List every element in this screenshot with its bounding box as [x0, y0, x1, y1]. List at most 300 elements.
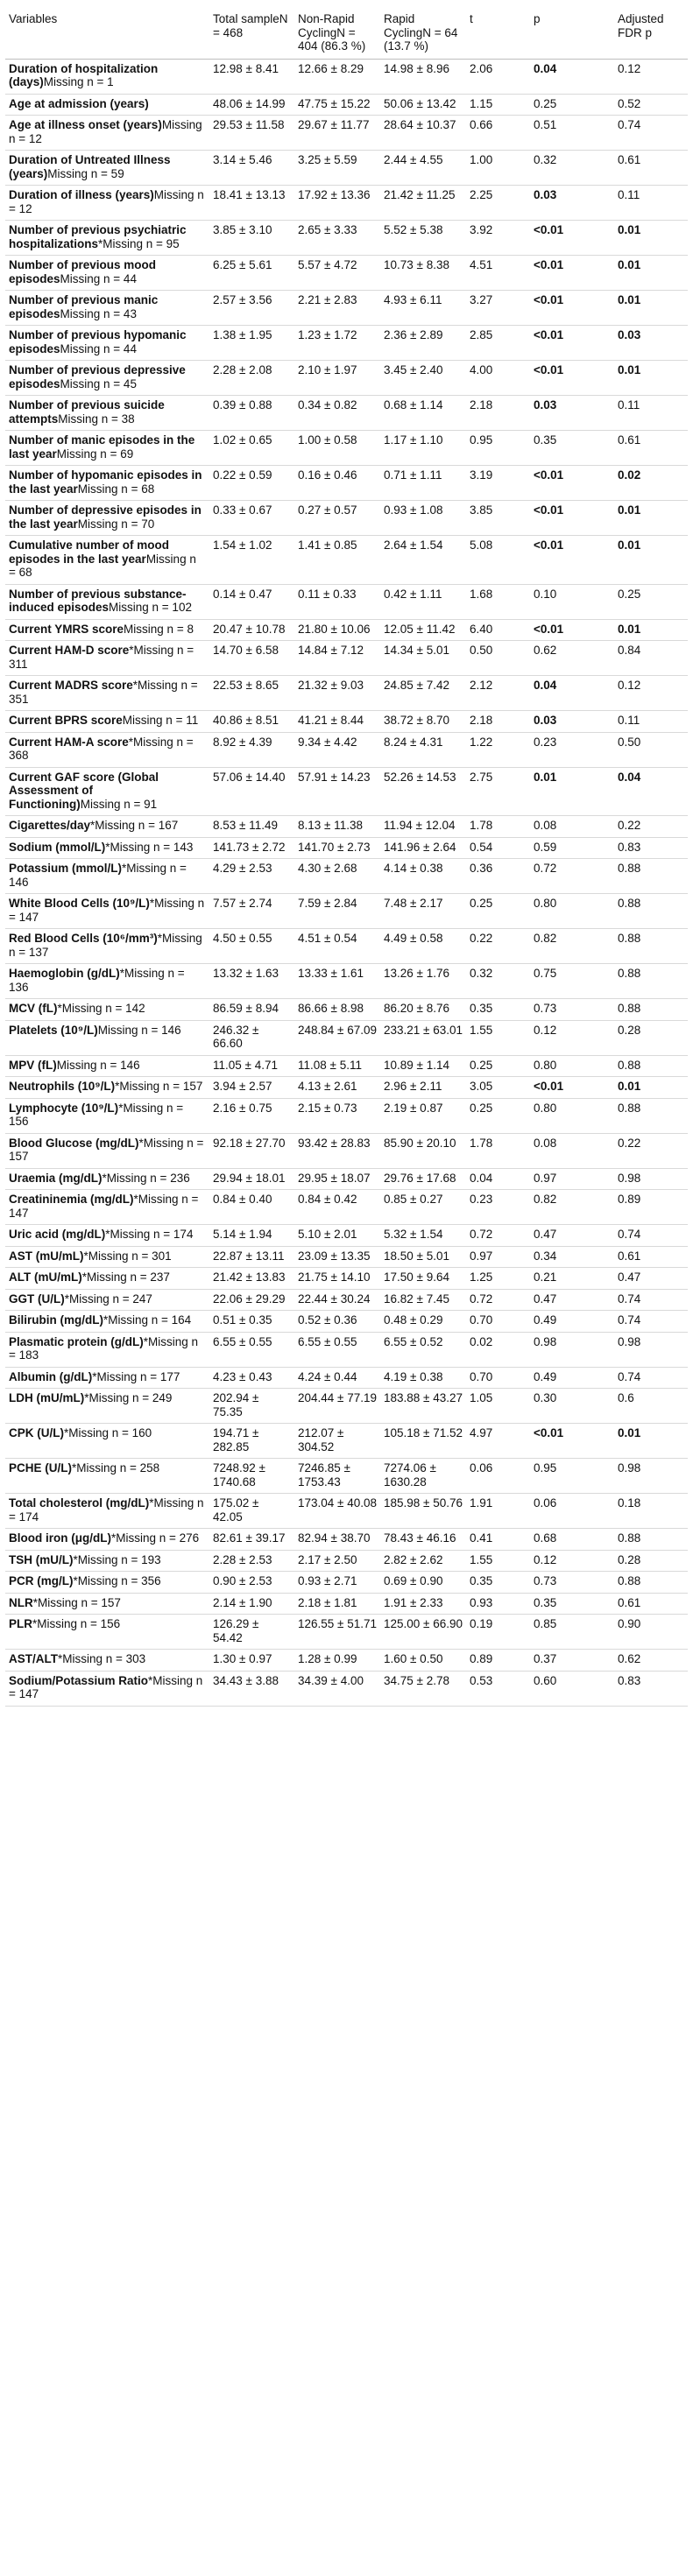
p-value-cell: 0.97 — [530, 1168, 614, 1190]
t-value-cell: 2.12 — [466, 676, 530, 711]
table-row — [5, 1494, 688, 1529]
total-sample-cell: 8.53 ± 11.49 — [209, 816, 294, 838]
p-value-cell: 0.49 — [530, 1367, 614, 1389]
variable-name: Number of previous hypomanic episodes — [9, 328, 187, 355]
variable-name: GGT (U/L) — [9, 1292, 65, 1306]
rapid-cell: 78.43 ± 46.16 — [380, 1529, 466, 1551]
missing-count: *Missing n = 95 — [98, 236, 180, 250]
p-value-cell: 0.85 — [530, 1615, 614, 1650]
variable-name: ALT (mU/mL) — [9, 1270, 82, 1284]
non-rapid-cell: 5.57 ± 4.72 — [294, 256, 380, 291]
fdr-p-cell: 0.74 — [614, 116, 688, 151]
table-row — [5, 1225, 688, 1247]
missing-count: Missing n = 44 — [60, 341, 137, 355]
p-value-cell: 0.08 — [530, 816, 614, 838]
non-rapid-cell: 0.16 ± 0.46 — [294, 466, 380, 501]
variable-cell — [5, 1225, 209, 1247]
variable-cell — [5, 94, 209, 116]
table-row — [5, 536, 688, 585]
total-sample-cell: 3.85 ± 3.10 — [209, 221, 294, 256]
variable-cell — [5, 1289, 209, 1311]
fdr-p-cell: 0.83 — [614, 1671, 688, 1706]
t-value-cell: 0.93 — [466, 1593, 530, 1615]
p-value-cell: 0.06 — [530, 1494, 614, 1529]
total-sample-cell: 92.18 ± 27.70 — [209, 1133, 294, 1168]
missing-count: Missing n = 68 — [77, 482, 155, 496]
variable-cell — [5, 291, 209, 326]
non-rapid-cell: 9.34 ± 4.42 — [294, 732, 380, 767]
total-sample-cell: 126.29 ± 54.42 — [209, 1615, 294, 1650]
rapid-cell: 1.60 ± 0.50 — [380, 1650, 466, 1672]
variable-cell — [5, 1168, 209, 1190]
p-value-cell: 0.72 — [530, 859, 614, 894]
fdr-p-cell: 0.11 — [614, 396, 688, 431]
rapid-cell: 11.94 ± 12.04 — [380, 816, 466, 838]
total-sample-cell: 4.29 ± 2.53 — [209, 859, 294, 894]
total-sample-cell: 0.33 ± 0.67 — [209, 501, 294, 536]
variable-cell — [5, 1246, 209, 1268]
total-sample-cell: 22.87 ± 13.11 — [209, 1246, 294, 1268]
variable-name: Number of hypomanic episodes in the last year — [9, 468, 202, 496]
variable-cell — [5, 964, 209, 999]
p-value-cell: 0.12 — [530, 1020, 614, 1055]
total-sample-cell: 0.84 ± 0.40 — [209, 1190, 294, 1225]
p-value-cell: 0.34 — [530, 1246, 614, 1268]
rapid-cell: 2.44 ± 4.55 — [380, 151, 466, 186]
total-sample-cell: 2.28 ± 2.08 — [209, 361, 294, 396]
total-sample-cell: 82.61 ± 39.17 — [209, 1529, 294, 1551]
variable-name: Current HAM-D score — [9, 644, 130, 657]
missing-count: *Missing n = 143 — [105, 840, 194, 854]
table-row — [5, 1311, 688, 1333]
non-rapid-cell: 204.44 ± 77.19 — [294, 1389, 380, 1424]
non-rapid-cell: 57.91 ± 14.23 — [294, 767, 380, 816]
missing-count: *Missing n = 147 — [9, 1673, 203, 1700]
total-sample-cell: 18.41 ± 13.13 — [209, 186, 294, 221]
variable-name: MPV (fL) — [9, 1058, 57, 1072]
non-rapid-cell: 47.75 ± 15.22 — [294, 94, 380, 116]
missing-count: Missing n = 12 — [9, 188, 204, 215]
non-rapid-cell: 0.11 ± 0.33 — [294, 584, 380, 619]
t-value-cell: 0.50 — [466, 641, 530, 676]
variable-name: White Blood Cells (10⁹/L) — [9, 897, 150, 910]
non-rapid-cell: 12.66 ± 8.29 — [294, 59, 380, 94]
t-value-cell: 2.18 — [466, 711, 530, 733]
rapid-cell: 105.18 ± 71.52 — [380, 1424, 466, 1459]
variable-name: CPK (U/L) — [9, 1426, 64, 1439]
missing-count: *Missing n = 276 — [110, 1531, 200, 1545]
t-value-cell: 0.72 — [466, 1289, 530, 1311]
non-rapid-cell: 4.13 ± 2.61 — [294, 1077, 380, 1099]
non-rapid-cell: 21.80 ± 10.06 — [294, 619, 380, 641]
table-row — [5, 291, 688, 326]
total-sample-cell: 1.38 ± 1.95 — [209, 326, 294, 361]
total-sample-cell: 0.51 ± 0.35 — [209, 1311, 294, 1333]
p-value-cell: 0.01 — [530, 767, 614, 816]
missing-count: *Missing n = 146 — [9, 862, 187, 889]
table-row — [5, 859, 688, 894]
non-rapid-cell: 17.92 ± 13.36 — [294, 186, 380, 221]
t-value-cell: 0.89 — [466, 1650, 530, 1672]
p-value-cell: 0.03 — [530, 186, 614, 221]
fdr-p-cell: 0.01 — [614, 1077, 688, 1099]
total-sample-cell: 0.22 ± 0.59 — [209, 466, 294, 501]
t-value-cell: 3.92 — [466, 221, 530, 256]
table-row — [5, 59, 688, 94]
missing-count: *Missing n = 137 — [9, 932, 202, 959]
fdr-p-cell: 0.6 — [614, 1389, 688, 1424]
variable-name: Albumin (g/dL) — [9, 1369, 93, 1383]
fdr-p-cell: 0.03 — [614, 326, 688, 361]
variable-name: Current YMRS score — [9, 622, 124, 636]
table-row — [5, 641, 688, 676]
total-sample-cell: 6.25 ± 5.61 — [209, 256, 294, 291]
non-rapid-cell: 0.52 ± 0.36 — [294, 1311, 380, 1333]
variable-cell — [5, 466, 209, 501]
p-value-cell: 0.03 — [530, 396, 614, 431]
rapid-cell: 0.68 ± 1.14 — [380, 396, 466, 431]
rapid-cell: 2.96 ± 2.11 — [380, 1077, 466, 1099]
table-row — [5, 584, 688, 619]
p-value-cell: 0.82 — [530, 1190, 614, 1225]
variable-name: Number of manic episodes in the last year — [9, 433, 195, 461]
p-value-cell: 0.37 — [530, 1650, 614, 1672]
total-sample-cell: 86.59 ± 8.94 — [209, 999, 294, 1021]
missing-count: *Missing n = 368 — [9, 735, 194, 762]
variable-name: Haemoglobin (g/dL) — [9, 967, 120, 980]
rapid-cell: 4.19 ± 0.38 — [380, 1367, 466, 1389]
missing-count: *Missing n = 147 — [9, 1193, 199, 1220]
rapid-cell: 183.88 ± 43.27 — [380, 1389, 466, 1424]
variable-cell — [5, 1424, 209, 1459]
non-rapid-cell: 5.10 ± 2.01 — [294, 1225, 380, 1247]
t-value-cell: 1.15 — [466, 94, 530, 116]
fdr-p-cell: 0.88 — [614, 1529, 688, 1551]
rapid-cell: 7.48 ± 2.17 — [380, 894, 466, 929]
rapid-cell: 3.45 ± 2.40 — [380, 361, 466, 396]
t-value-cell: 0.19 — [466, 1615, 530, 1650]
missing-count: *Missing n = 303 — [58, 1652, 146, 1665]
t-value-cell: 3.19 — [466, 466, 530, 501]
t-value-cell: 0.06 — [466, 1459, 530, 1494]
variable-name: Age at admission (years) — [9, 96, 149, 110]
table-row — [5, 1389, 688, 1424]
fdr-p-cell: 0.62 — [614, 1650, 688, 1672]
non-rapid-cell: 13.33 ± 1.61 — [294, 964, 380, 999]
fdr-p-cell: 0.01 — [614, 619, 688, 641]
p-value-cell: 0.60 — [530, 1671, 614, 1706]
rapid-cell: 0.71 ± 1.11 — [380, 466, 466, 501]
rapid-cell: 0.93 ± 1.08 — [380, 501, 466, 536]
non-rapid-cell: 1.41 ± 0.85 — [294, 536, 380, 585]
missing-count: *Missing n = 156 — [32, 1617, 121, 1630]
total-sample-cell: 29.94 ± 18.01 — [209, 1168, 294, 1190]
total-sample-cell: 0.14 ± 0.47 — [209, 584, 294, 619]
missing-count: Missing n = 70 — [77, 517, 155, 531]
variable-cell — [5, 1098, 209, 1133]
non-rapid-cell: 2.17 ± 2.50 — [294, 1550, 380, 1572]
variable-cell — [5, 1550, 209, 1572]
p-value-cell: 0.21 — [530, 1268, 614, 1290]
variable-name: Number of previous depressive episodes — [9, 363, 186, 391]
total-sample-cell: 40.86 ± 8.51 — [209, 711, 294, 733]
p-value-cell: 0.80 — [530, 1055, 614, 1077]
missing-count: Missing n = 68 — [9, 552, 196, 579]
missing-count: Missing n = 38 — [58, 412, 135, 426]
rapid-cell: 29.76 ± 17.68 — [380, 1168, 466, 1190]
variable-name: Uraemia (mg/dL) — [9, 1171, 103, 1185]
variable-name: Red Blood Cells (10⁶/mm³) — [9, 932, 158, 945]
variable-cell — [5, 1389, 209, 1424]
total-sample-cell: 1.02 ± 0.65 — [209, 431, 294, 466]
t-value-cell: 1.78 — [466, 1133, 530, 1168]
variable-name: Total cholesterol (mg/dL) — [9, 1496, 150, 1510]
t-value-cell: 0.36 — [466, 859, 530, 894]
total-sample-cell: 22.53 ± 8.65 — [209, 676, 294, 711]
header-total-sample: Total sampleN = 468 — [209, 4, 294, 59]
total-sample-cell: 194.71 ± 282.85 — [209, 1424, 294, 1459]
non-rapid-cell: 7246.85 ± 1753.43 — [294, 1459, 380, 1494]
fdr-p-cell: 0.50 — [614, 732, 688, 767]
missing-count: *Missing n = 136 — [9, 967, 185, 994]
p-value-cell: 0.04 — [530, 59, 614, 94]
t-value-cell: 3.85 — [466, 501, 530, 536]
variable-name: Lymphocyte (10⁹/L) — [9, 1101, 119, 1115]
non-rapid-cell: 212.07 ± 304.52 — [294, 1424, 380, 1459]
non-rapid-cell: 1.00 ± 0.58 — [294, 431, 380, 466]
total-sample-cell: 14.70 ± 6.58 — [209, 641, 294, 676]
rapid-cell: 125.00 ± 66.90 — [380, 1615, 466, 1650]
t-value-cell: 0.23 — [466, 1190, 530, 1225]
table-row — [5, 1424, 688, 1459]
table-row — [5, 1367, 688, 1389]
p-value-cell: 0.03 — [530, 711, 614, 733]
p-value-cell: 0.04 — [530, 676, 614, 711]
table-row — [5, 837, 688, 859]
fdr-p-cell: 0.88 — [614, 1055, 688, 1077]
total-sample-cell: 13.32 ± 1.63 — [209, 964, 294, 999]
table-row — [5, 732, 688, 767]
t-value-cell: 6.40 — [466, 619, 530, 641]
variable-name: PCR (mg/L) — [9, 1574, 74, 1587]
t-value-cell: 2.75 — [466, 767, 530, 816]
non-rapid-cell: 2.18 ± 1.81 — [294, 1593, 380, 1615]
missing-count: *Missing n = 351 — [9, 679, 198, 706]
p-value-cell: <0.01 — [530, 466, 614, 501]
non-rapid-cell: 126.55 ± 51.71 — [294, 1615, 380, 1650]
rapid-cell: 141.96 ± 2.64 — [380, 837, 466, 859]
total-sample-cell: 11.05 ± 4.71 — [209, 1055, 294, 1077]
fdr-p-cell: 0.98 — [614, 1332, 688, 1367]
p-value-cell: 0.80 — [530, 894, 614, 929]
variable-name: Number of previous manic episodes — [9, 293, 159, 320]
total-sample-cell: 48.06 ± 14.99 — [209, 94, 294, 116]
variable-name: Number of previous psychiatric hospitalizations — [9, 223, 187, 250]
non-rapid-cell: 93.42 ± 28.83 — [294, 1133, 380, 1168]
fdr-p-cell: 0.01 — [614, 361, 688, 396]
non-rapid-cell: 86.66 ± 8.98 — [294, 999, 380, 1021]
variable-cell — [5, 1020, 209, 1055]
rapid-cell: 2.82 ± 2.62 — [380, 1550, 466, 1572]
rapid-cell: 38.72 ± 8.70 — [380, 711, 466, 733]
variable-cell — [5, 1332, 209, 1367]
fdr-p-cell: 0.74 — [614, 1225, 688, 1247]
missing-count: Missing n = 146 — [56, 1058, 140, 1072]
missing-count: Missing n = 69 — [56, 447, 134, 461]
non-rapid-cell: 2.10 ± 1.97 — [294, 361, 380, 396]
missing-count: Missing n = 8 — [124, 622, 194, 636]
rapid-cell: 5.52 ± 5.38 — [380, 221, 466, 256]
fdr-p-cell: 0.88 — [614, 1572, 688, 1594]
fdr-p-cell: 0.90 — [614, 1615, 688, 1650]
table-row — [5, 711, 688, 733]
rapid-cell: 0.69 ± 0.90 — [380, 1572, 466, 1594]
t-value-cell: 0.02 — [466, 1332, 530, 1367]
t-value-cell: 0.70 — [466, 1367, 530, 1389]
variable-name: Bilirubin (mg/dL) — [9, 1313, 103, 1327]
table-row — [5, 256, 688, 291]
total-sample-cell: 6.55 ± 0.55 — [209, 1332, 294, 1367]
variable-name: Sodium (mmol/L) — [9, 840, 106, 854]
fdr-p-cell: 0.47 — [614, 1268, 688, 1290]
p-value-cell: <0.01 — [530, 256, 614, 291]
non-rapid-cell: 8.13 ± 11.38 — [294, 816, 380, 838]
fdr-p-cell: 0.88 — [614, 999, 688, 1021]
p-value-cell: <0.01 — [530, 1424, 614, 1459]
fdr-p-cell: 0.01 — [614, 501, 688, 536]
variable-cell — [5, 1268, 209, 1290]
variable-name: LDH (mU/mL) — [9, 1391, 85, 1404]
missing-count: *Missing n = 164 — [103, 1313, 192, 1327]
variable-name: PLR — [9, 1617, 32, 1630]
non-rapid-cell: 82.94 ± 38.70 — [294, 1529, 380, 1551]
total-sample-cell: 2.57 ± 3.56 — [209, 291, 294, 326]
t-value-cell: 1.22 — [466, 732, 530, 767]
rapid-cell: 12.05 ± 11.42 — [380, 619, 466, 641]
table-row — [5, 1615, 688, 1650]
t-value-cell: 0.25 — [466, 1055, 530, 1077]
table-row — [5, 816, 688, 838]
fdr-p-cell: 0.98 — [614, 1459, 688, 1494]
t-value-cell: 4.97 — [466, 1424, 530, 1459]
table-row — [5, 1098, 688, 1133]
total-sample-cell: 34.43 ± 3.88 — [209, 1671, 294, 1706]
p-value-cell: 0.47 — [530, 1289, 614, 1311]
missing-count: *Missing n = 258 — [72, 1461, 160, 1475]
table-row — [5, 1168, 688, 1190]
t-value-cell: 0.66 — [466, 116, 530, 151]
table-row — [5, 151, 688, 186]
t-value-cell: 1.55 — [466, 1550, 530, 1572]
total-sample-cell: 2.14 ± 1.90 — [209, 1593, 294, 1615]
fdr-p-cell: 0.74 — [614, 1289, 688, 1311]
fdr-p-cell: 0.88 — [614, 894, 688, 929]
variable-name: Creatininemia (mg/dL) — [9, 1193, 134, 1206]
total-sample-cell: 22.06 ± 29.29 — [209, 1289, 294, 1311]
total-sample-cell: 246.32 ± 66.60 — [209, 1020, 294, 1055]
rapid-cell: 0.42 ± 1.11 — [380, 584, 466, 619]
rapid-cell: 1.91 ± 2.33 — [380, 1593, 466, 1615]
missing-count: *Missing n = 247 — [64, 1292, 152, 1306]
total-sample-cell: 8.92 ± 4.39 — [209, 732, 294, 767]
fdr-p-cell: 0.11 — [614, 186, 688, 221]
variable-name: Number of previous substance-induced episodes — [9, 587, 187, 614]
non-rapid-cell: 4.24 ± 0.44 — [294, 1367, 380, 1389]
header-row — [5, 4, 688, 59]
table-row — [5, 1133, 688, 1168]
t-value-cell: 1.25 — [466, 1268, 530, 1290]
t-value-cell: 2.25 — [466, 186, 530, 221]
variable-cell — [5, 837, 209, 859]
t-value-cell: 1.00 — [466, 151, 530, 186]
total-sample-cell: 57.06 ± 14.40 — [209, 767, 294, 816]
rapid-cell: 6.55 ± 0.52 — [380, 1332, 466, 1367]
fdr-p-cell: 0.12 — [614, 59, 688, 94]
non-rapid-cell: 29.67 ± 11.77 — [294, 116, 380, 151]
fdr-p-cell: 0.89 — [614, 1190, 688, 1225]
missing-count: *Missing n = 160 — [64, 1426, 152, 1439]
rapid-cell: 50.06 ± 13.42 — [380, 94, 466, 116]
rapid-cell: 14.34 ± 5.01 — [380, 641, 466, 676]
variable-name: Cumulative number of mood episodes in the last year — [9, 538, 170, 566]
variable-cell — [5, 1529, 209, 1551]
missing-count: *Missing n = 147 — [9, 897, 205, 924]
total-sample-cell: 1.30 ± 0.97 — [209, 1650, 294, 1672]
non-rapid-cell: 2.15 ± 0.73 — [294, 1098, 380, 1133]
variable-name: Platelets (10⁹/L) — [9, 1023, 98, 1037]
variable-cell — [5, 186, 209, 221]
rapid-cell: 7274.06 ± 1630.28 — [380, 1459, 466, 1494]
total-sample-cell: 1.54 ± 1.02 — [209, 536, 294, 585]
missing-count: *Missing n = 157 — [115, 1080, 203, 1093]
variable-cell — [5, 1367, 209, 1389]
fdr-p-cell: 0.88 — [614, 964, 688, 999]
rapid-cell: 2.19 ± 0.87 — [380, 1098, 466, 1133]
missing-count: Missing n = 59 — [47, 166, 124, 180]
table-row — [5, 396, 688, 431]
p-value-cell: 0.51 — [530, 116, 614, 151]
total-sample-cell: 4.50 ± 0.55 — [209, 929, 294, 964]
p-value-cell: 0.08 — [530, 1133, 614, 1168]
fdr-p-cell: 0.22 — [614, 816, 688, 838]
fdr-p-cell: 0.02 — [614, 466, 688, 501]
variable-cell — [5, 732, 209, 767]
variable-cell — [5, 619, 209, 641]
non-rapid-cell: 41.21 ± 8.44 — [294, 711, 380, 733]
p-value-cell: 0.47 — [530, 1225, 614, 1247]
table-row — [5, 1572, 688, 1594]
missing-count: Missing n = 91 — [80, 797, 158, 811]
t-value-cell: 1.05 — [466, 1389, 530, 1424]
rapid-cell: 34.75 ± 2.78 — [380, 1671, 466, 1706]
t-value-cell: 1.55 — [466, 1020, 530, 1055]
missing-count: Missing n = 12 — [9, 118, 202, 145]
p-value-cell: <0.01 — [530, 501, 614, 536]
fdr-p-cell: 0.61 — [614, 431, 688, 466]
variable-cell — [5, 767, 209, 816]
total-sample-cell: 0.39 ± 0.88 — [209, 396, 294, 431]
table-row — [5, 1190, 688, 1225]
fdr-p-cell: 0.98 — [614, 1168, 688, 1190]
p-value-cell: 0.80 — [530, 1098, 614, 1133]
variable-name: Number of previous suicide attempts — [9, 398, 165, 426]
t-value-cell: 2.85 — [466, 326, 530, 361]
variable-name: Current MADRS score — [9, 679, 133, 692]
rapid-cell: 85.90 ± 20.10 — [380, 1133, 466, 1168]
table-row — [5, 1268, 688, 1290]
t-value-cell: 0.04 — [466, 1168, 530, 1190]
variable-cell — [5, 326, 209, 361]
